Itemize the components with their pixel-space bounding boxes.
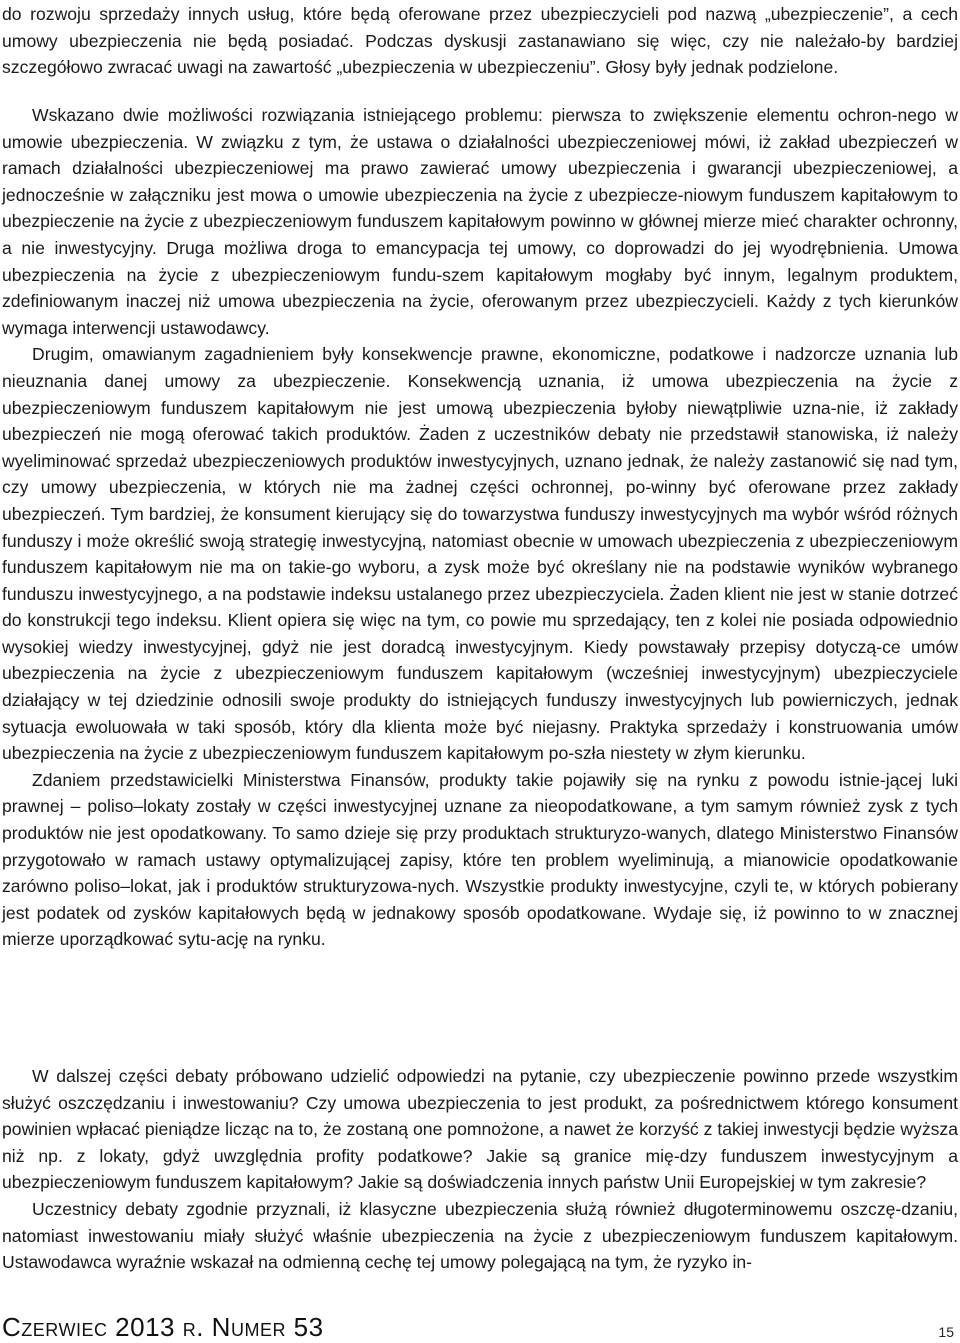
paragraph: Drugim, omawianym zagadnieniem były konsekwencje prawne, ekonomiczne, podatkowe i nadzorcze uznania lub nieuznania danej umowy za ubezpieczenie. Konsekwencją uznania, iż umowa ubezpieczenia na życie z ubezpieczeniowym funduszem kapitałowym nie jest umową ubezpieczenia byłoby niewątpliwie uzna-nie, iż zakłady ubezpieczeń nie mogą oferować takich produktów. Żaden z uczestników debaty nie przedstawił stanowiska, iż należy wyeliminować sprzedaż ubezpieczeniowych produktów inwestycyjnych, uznano jednak, że należy zastanowić się nad tym, czy umowy ubezpieczenia, w których nie ma żadnej części ochronnej, po-winny być oferowane przez zakłady ubezpieczeń. Tym bardziej, że konsument kierujący się do towarzystwa funduszy inwestycyjnych ma wybór wśród różnych funduszy i może określić swoją strategię inwestycyjną, natomiast obecnie w umowach ubezpieczenia z ubezpieczeniowym funduszem kapitałowym nie ma on takie-go wyboru, a zysk może być określany nie na podstawie wyników wybranego funduszu inwestycyjnego, a na podstawie indeksu ustalanego przez ubezpieczyciela. Żaden klient nie jest w stanie dotrzeć do konstrukcji tego indeksu. Klient opiera się więc na tym, co powie mu sprzedający, ten z kolei nie posiada odpowiednio wysokiej wiedzy inwestycyjnej, gdyż nie jest doradcą inwestycyjnym. Kiedy powstawały przepisy dotyczą-ce umów ubezpieczenia na życie z ubezpieczeniowym funduszem kapitałowym (wcześniej inwestycyjnym) ubezpieczyciele działający w tej dziedzinie odnosili swoje produkty do istniejących funduszy inwestycyjnych lub powierniczych, jednak sytuacja ewoluowała w taki sposób, który dla klienta może być niejasny. Praktyka sprzedaży i konstruowania umów ubezpieczenia na życie z ubezpieczeniowym funduszem kapitałowym po-szła niestety w złym kierunku. bbox=[2, 344, 958, 764]
paragraph: Wskazano dwie możliwości rozwiązania istniejącego problemu: pierwsza to zwiększenie elementu ochron-nego w umowie ubezpieczenia. W związku z tym, że ustawa o działalności ubezpieczeniowej mówi, iż zakład ubezpieczeń w ramach działalności ubezpieczeniowej ma prawo zawierać umowy ubezpieczenia i gwarancji ubezpieczeniowej, a jednocześnie w załączniku jest mowa o umowie ubezpieczenia na życie z ubezpiecze-niowym funduszem kapitałowym to ubezpieczenie na życie z ubezpieczeniowym funduszem kapitałowym powinno w głównej mierze mieć charakter ochronny, a nie inwestycyjny. Druga możliwa droga to emancypacja tej umowy, co doprowadzi do jej wyodrębnienia. Umowa ubezpieczenia na życie z ubezpieczeniowym fundu-szem kapitałowym mogłaby być innym, legalnym produktem, zdefiniowanym inaczej niż umowa ubezpieczenia na życie, oferowanym przez ubezpieczycieli. Każdy z tych kierunków wymaga interwencji ustawodawcy. bbox=[2, 105, 958, 338]
article-text-main bbox=[2, 102, 958, 953]
paragraph: Zdaniem przedstawicielki Ministerstwa Finansów, produkty takie pojawiły się na rynku z powodu istnie-jącej luki prawnej – poliso–lokaty zostały w części inwestycyjnej uznane za nieopodatkowane, a tym samym również zysk z tych produktów nie jest opodatkowany. To samo dzieje się przy produktach strukturyzo-wanych, dlatego Ministerstwo Finansów przygotowało w ramach ustawy optymalizującej zapisy, które ten problem wyeliminują, a mianowicie opodatkowanie zarówno poliso–lokat, jak i produktów strukturyzowa-nych. Wszystkie produkty inwestycyjne, czyli te, w których pobierany jest podatek od zysków kapitałowych będą w jednakowy sposób opodatkowane. Wydaje się, iż powinno to w znacznej mierze uporządkować sytu-ację na rynku. bbox=[2, 769, 958, 950]
paragraph: W dalszej części debaty próbowano udzielić odpowiedzi na pytanie, czy ubezpieczenie powinno przede wszystkim służyć oszczędzaniu i inwestowaniu? Czy umowa ubezpieczenia to jest produkt, za pośrednictwem którego konsument powinien wpłacać pieniądze licząc na to, że zostaną one pomnożone, a nawet że korzyść z takiej inwestycji będzie wyższa niż np. z lokaty, gdyż uwzględnia profity podatkowe? Jakie są granice mię-dzy funduszem inwestycyjnym a ubezpieczeniowym funduszem kapitałowym? Jakie są doświadczenia innych państw Unii Europejskiej w tym zakresie? bbox=[2, 1066, 958, 1193]
page-number: 15 bbox=[938, 1324, 954, 1340]
paragraph: do rozwoju sprzedaży innych usług, które będą oferowane przez ubezpieczycieli pod nazwą „ubezpieczenie”, a cech umowy ubezpieczenia nie będą posiadać. Podczas dyskusji zastanawiano się więc, czy nie należało-by bardziej szczegółowo zwracać uwagi na zawartość „ubezpieczenia w ubezpieczeniu”. Głosy były jednak podzielone. bbox=[2, 4, 958, 78]
article-text-bottom bbox=[2, 1063, 958, 1276]
page-footer bbox=[0, 1312, 960, 1342]
paragraph: Uczestnicy debaty zgodnie przyznali, iż klasyczne ubezpieczenia służą również długoterminowemu oszczę-dzaniu, natomiast inwestowaniu miały służyć właśnie ubezpieczenia na życie z ubezpieczeniowym funduszem kapitałowym. Ustawodawca wyraźnie wskazał na odmienną cechę tej umowy polegającą na tym, że ryzyko in- bbox=[2, 1198, 958, 1273]
issue-label: Czerwiec 2013 r. Numer 53 bbox=[2, 1312, 324, 1342]
article-text-top bbox=[2, 1, 958, 81]
